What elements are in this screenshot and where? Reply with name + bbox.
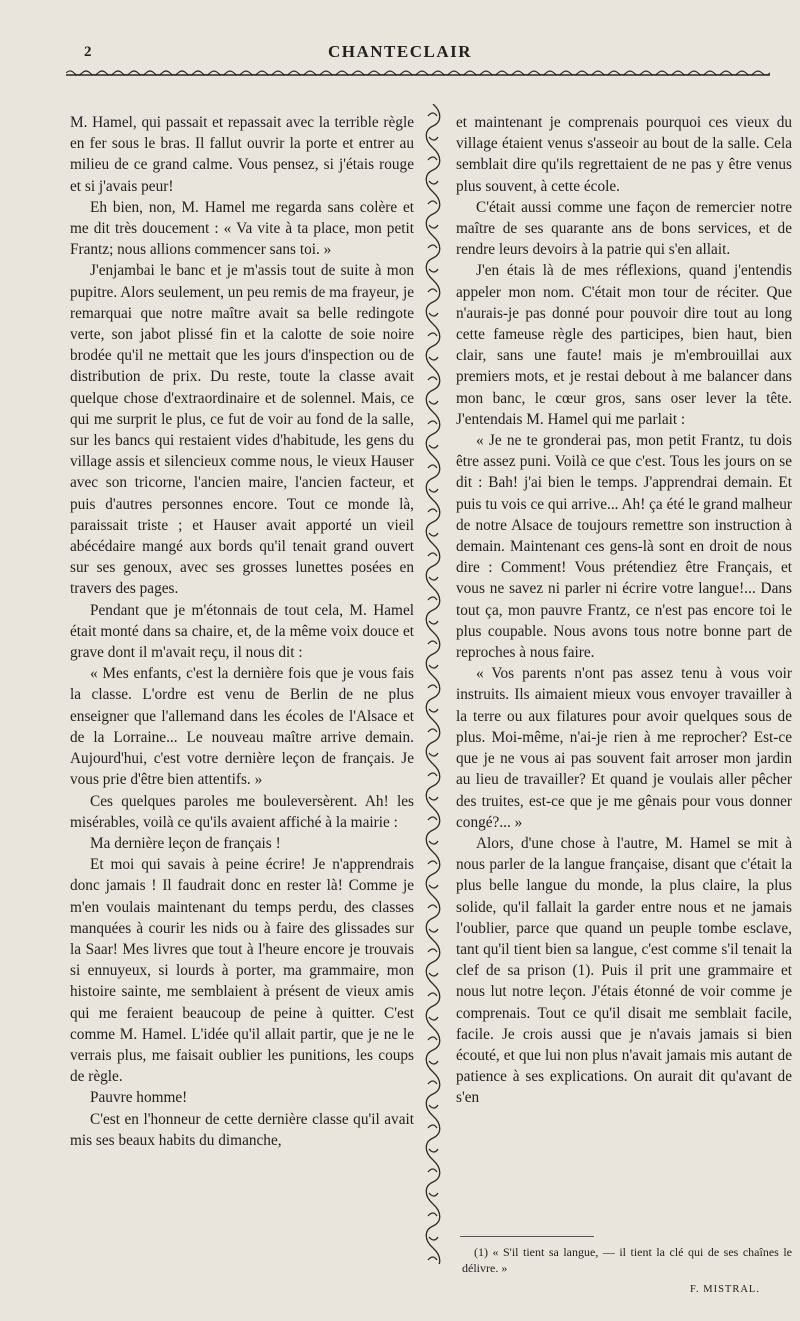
- paragraph: Ma dernière leçon de français !: [90, 834, 281, 852]
- footnote-signature: F. MISTRAL.: [690, 1284, 760, 1295]
- paragraph: Alors, d'une chose à l'autre, M. Hamel se mit à nous parler de la langue française, disant que c'était la plus belle langue du monde, la plus claire, la plus solide, qu'il fallait la garder entre nous et ne jamais l'oublier, parce que quand un peuple tombe esclave, tant qu'il tient bien sa langue, c'est comme s'il tenait la clef de sa prison (1). Puis il prit une grammaire et nous lut notre leçon. J'étais étonné de voir comme je comprenais. Tout ce qu'il disait me semblait facile, facile. Je crois aussi que je n'avais jamais si bien écouté, et que lui non plus n'avait jamais mis autant de patience à ses explications. On aurait dit qu'avant de s'en: [456, 834, 792, 1107]
- paragraph: J'enjambai le banc et je m'assis tout de suite à mon pupitre. Alors seulement, un peu remis de ma frayeur, je remarquai que notre maître avait sa belle redingote verte, son jabot plissé fin et la calotte de soie noire brodée qu'il ne mettait que les jours d'inspection ou de distribution de prix. Du reste, toute la classe avait quelque chose d'extraordinaire et de solennel. Mais, ce qui me surprit le plus, ce fut de voir au fond de la salle, sur les bancs qui restaient vides d'habitude, les gens du village assis et silencieux comme nous, le vieux Hauser avec son tricorne, l'ancien maire, l'ancien facteur, et puis d'autres personnes encore. Tout ce monde là, paraissait triste ; et Hauser avait apporté un vieil abécédaire mangé aux bords qu'il tenait grand ouvert sur ses genoux, avec ses grosses lunettes posées en travers des pages.: [70, 262, 414, 598]
- paragraph: Et moi qui savais à peine écrire! Je n'apprendrais donc jamais ! Il faudrait donc en rester là! Comme je m'en voulais maintenant du temps perdu, des classes manquées à courir les nids ou à faire des glissades sur la Saar! Mes livres que tout à l'heure encore je trouvais si ennuyeux, si lourds à porter, ma grammaire, mon histoire sainte, me semblaient à présent de vieux amis qui me feraient beaucoup de peine à quitter. C'est comme M. Hamel. L'idée qu'il allait partir, que je ne le verrais plus, me faisait oublier les punitions, les coups de règle.: [70, 856, 414, 1086]
- paragraph: Eh bien, non, M. Hamel me regarda sans colère et me dit très doucement : « Va vite à ta place, mon petit Frantz; nous allions commencer sans toi. »: [70, 198, 414, 259]
- paragraph: Pauvre homme!: [90, 1089, 188, 1107]
- footnote-text: (1) « S'il tient sa langue, — il tient la clé qui de ses chaînes le délivre. »: [462, 1245, 792, 1275]
- paragraph: C'est en l'honneur de cette dernière classe qu'il avait mis ses beaux habits du dimanche,: [70, 1110, 414, 1149]
- paragraph: Ces quelques paroles me bouleversèrent. Ah! les misérables, voilà ce qu'ils avaient affiché à la mairie :: [70, 792, 414, 831]
- paragraph: M. Hamel, qui passait et repassait avec la terrible règle en fer sous le bras. Il fallut ouvrir la porte et entrer au milieu de ce grand calme. Vous pensez, si j'étais rouge et si j'avais peur!: [70, 114, 414, 195]
- right-column: [456, 112, 792, 1109]
- paragraph: « Je ne te gronderai pas, mon petit Frantz, tu dois être assez puni. Voilà ce que c'est. Tous les jours on se dit : Bah! j'ai bien le temps. J'apprendrai demain. Et puis tu vois ce qui arrive... Ah! ça été le grand malheur de notre Alsace de toujours remettre son instruction à demain. Maintenant ces gens-là sont en droit de nous dire : Comment! Vous prétendiez être Français, et vous ne savez ni parler ni écrire votre langue!... Dans tout ça, mon pauvre Frantz, ce n'est pas encore toi le plus coupable. Nous avons tous notre bonne part de reproches à nous faire.: [456, 432, 792, 662]
- running-title: CHANTECLAIR: [327, 42, 473, 61]
- paragraph: Pendant que je m'étonnais de tout cela, M. Hamel était monté dans sa chaire, et, de la même voix douce et grave dont il m'avait reçu, il nous dit :: [70, 601, 414, 662]
- paragraph: C'était aussi comme une façon de remercier notre maître de ses quarante ans de bons services, et de rendre leurs devoirs à la patrie qui s'en allait.: [456, 198, 792, 259]
- paragraph: J'en étais là de mes réflexions, quand j'entendis appeler mon nom. C'était mon tour de réciter. Que n'aurais-je pas donné pour pouvoir dire tout au long cette fameuse règle des participes, bien haut, bien clair, sans une faute! mais je m'embrouillai aux premiers mots, et je restai debout à me balancer dans mon banc, le cœur gros, sans oser lever la tête. J'entendais M. Hamel qui me parlait :: [456, 262, 792, 428]
- paragraph: « Vos parents n'ont pas assez tenu à vous voir instruits. Ils aimaient mieux vous envoyer travailler à la terre ou aux filatures pour avoir quelques sous de plus. Moi-même, n'ai-je rien à me reprocher? Est-ce que je ne vous ai pas souvent fait arroser mon jardin au lieu de travailler? Et quand je voulais aller pêcher des truites, est-ce que je me gênais pour vous donner congé?... »: [456, 665, 792, 831]
- paragraph: et maintenant je comprenais pourquoi ces vieux du village étaient venus s'asseoir au bout de la salle. Cela semblait dire qu'ils regrettaient de ne pas y être venus plus souvent, à cette école.: [456, 114, 792, 195]
- page-number: 2: [84, 44, 92, 60]
- vertical-ornament-divider: [420, 104, 446, 1264]
- decorative-wavy-rule: [66, 64, 770, 82]
- footnote: [462, 1244, 792, 1276]
- left-column: [70, 112, 414, 1151]
- paragraph: « Mes enfants, c'est la dernière fois que je vous fais la classe. L'ordre est venu de Berlin de ne plus enseigner que l'allemand dans les écoles de l'Alsace et de la Lorraine... Le nouveau maître arrive demain. Aujourd'hui, c'est votre dernière leçon de français. Je vous prie d'être bien attentifs. »: [70, 665, 414, 789]
- footnote-divider: [460, 1236, 594, 1237]
